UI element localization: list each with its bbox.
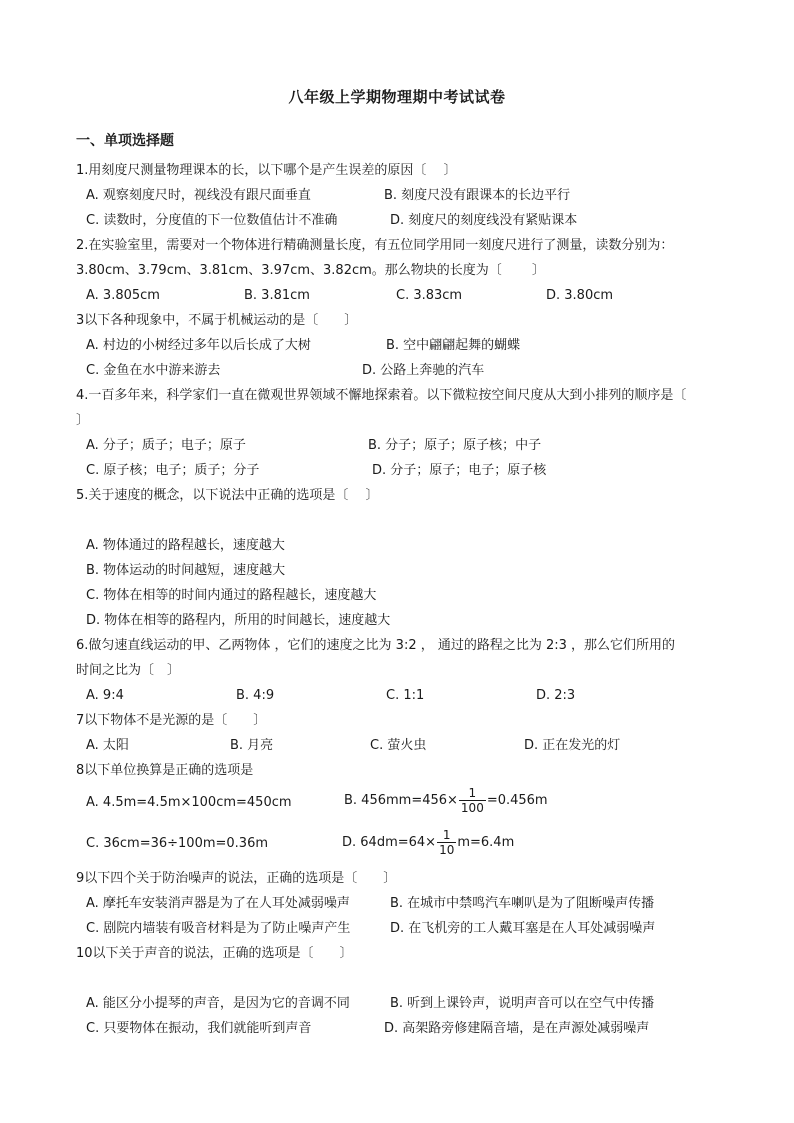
- option-a: A. 3.805cm: [86, 288, 160, 303]
- option-d-prefix: D. 64dm=64×: [342, 835, 437, 850]
- option-d: D. 正在发光的灯: [524, 738, 621, 753]
- option-c: C. 萤火虫: [370, 738, 427, 753]
- option-a: A. 观察刻度尺时，视线没有跟尺面垂直: [86, 188, 311, 203]
- option-c: C. 剧院内墙装有吸音材料是为了防止噪声产生: [86, 921, 351, 936]
- question-stem: 9以下四个关于防治噪声的说法，正确的选项是〔 〕: [76, 871, 397, 886]
- question-stem: 2.在实验室里，需要对一个物体进行精确测量长度，有五位同学用同一刻度尺进行了测量，读数分别为：: [76, 238, 674, 253]
- option-d: D. 公路上奔驰的汽车: [362, 363, 485, 378]
- question-stem: 10以下关于声音的说法，正确的选项是〔 〕: [76, 946, 353, 961]
- option-c: C. 物体在相等的时间内通过的路程越长，速度越大: [86, 588, 377, 603]
- question-stem: 6.做匀速直线运动的甲、乙两物体 ，它们的速度之比为 3:2 ， 通过的路程之比为 2:3 ，那么它们所用的: [76, 638, 676, 653]
- option-b: B. 4:9: [236, 688, 275, 703]
- question-stem-continued: 时间之比为〔 〕: [76, 663, 181, 678]
- option-b: B. 物体运动的时间越短，速度越大: [86, 563, 286, 578]
- option-a: A. 能区分小提琴的声音，是因为它的音调不同: [86, 996, 350, 1011]
- fraction-numerator: 1: [459, 786, 486, 801]
- fraction: [459, 786, 486, 815]
- option-b: B. 在城市中禁鸣汽车喇叭是为了阻断噪声传播: [390, 896, 655, 911]
- option-a: A. 4.5m=4.5m×100cm=450cm: [86, 795, 292, 810]
- option-c: C. 3.83cm: [396, 288, 463, 303]
- option-a: A. 太阳: [86, 738, 129, 753]
- option-c: C. 36cm=36÷100m=0.36m: [86, 836, 268, 851]
- option-d: D. 高架路旁修建隔音墙，是在声源处减弱噪声: [384, 1021, 650, 1036]
- option-d: D. 物体在相等的路程内，所用的时间越长，速度越大: [86, 613, 391, 628]
- option-c: C. 原子核；电子；质子；分子: [86, 463, 260, 478]
- option-c: C. 金鱼在水中游来游去: [86, 363, 221, 378]
- section-heading: 一、单项选择题: [76, 133, 174, 149]
- option-d: [342, 818, 514, 868]
- option-d: D. 刻度尺的刻度线没有紧贴课本: [390, 213, 578, 228]
- question-stem: 1.用刻度尺测量物理课本的长，以下哪个是产生误差的原因〔 〕: [76, 163, 457, 178]
- question-stem: 8以下单位换算是正确的选项是: [76, 763, 254, 778]
- option-b-prefix: B. 456mm=456×: [344, 793, 458, 808]
- option-d-suffix: m=6.4m: [457, 835, 515, 850]
- question-stem: 4.一百多年来，科学家们一直在微观世界领域不懈地探索着。以下微粒按空间尺度从大到小排列的顺序是〔: [76, 388, 687, 403]
- option-c: C. 1:1: [386, 688, 425, 703]
- fraction: [437, 828, 456, 857]
- question-stem: 7以下物体不是光源的是〔 〕: [76, 713, 267, 728]
- option-c: C. 读数时，分度值的下一位数值估计不准确: [86, 213, 338, 228]
- question-stem: 5.关于速度的概念，以下说法中正确的选项是〔 〕: [76, 488, 379, 503]
- fraction-denominator: 100: [460, 801, 484, 815]
- option-c: C. 只要物体在振动，我们就能听到声音: [86, 1021, 312, 1036]
- option-a: A. 物体通过的路程越长，速度越大: [86, 538, 285, 553]
- option-b: B. 月亮: [230, 738, 274, 753]
- option-b: B. 听到上课铃声，说明声音可以在空气中传播: [390, 996, 655, 1011]
- question-stem-continued: 〕: [76, 413, 90, 428]
- option-b: B. 刻度尺没有跟课本的长边平行: [384, 188, 571, 203]
- fraction-denominator: 10: [439, 843, 455, 857]
- option-a: A. 村边的小树经过多年以后长成了大树: [86, 338, 311, 353]
- page-title: 八年级上学期物理期中考试试卷: [288, 88, 506, 106]
- option-a: A. 分子；质子；电子；原子: [86, 438, 246, 453]
- option-b: B. 3.81cm: [244, 288, 310, 303]
- option-d: D. 3.80cm: [546, 288, 614, 303]
- option-d: D. 分子；原子；电子；原子核: [372, 463, 547, 478]
- option-d: D. 2:3: [536, 688, 576, 703]
- question-stem: 3以下各种现象中，不属于机械运动的是〔 〕: [76, 313, 358, 328]
- option-b: B. 空中翩翩起舞的蝴蝶: [386, 338, 521, 353]
- option-b-suffix: =0.456m: [486, 793, 548, 808]
- option-a: A. 摩托车安装消声器是为了在人耳处减弱噪声: [86, 896, 350, 911]
- fraction-numerator: 1: [437, 828, 456, 843]
- option-a: A. 9:4: [86, 688, 124, 703]
- option-b: B. 分子；原子；原子核；中子: [368, 438, 542, 453]
- question-stem-continued: 3.80cm、3.79cm、3.81cm、3.97cm、3.82cm。那么物块的长度为〔 〕: [76, 263, 545, 278]
- option-d: D. 在飞机旁的工人戴耳塞是在人耳处减弱噪声: [390, 921, 656, 936]
